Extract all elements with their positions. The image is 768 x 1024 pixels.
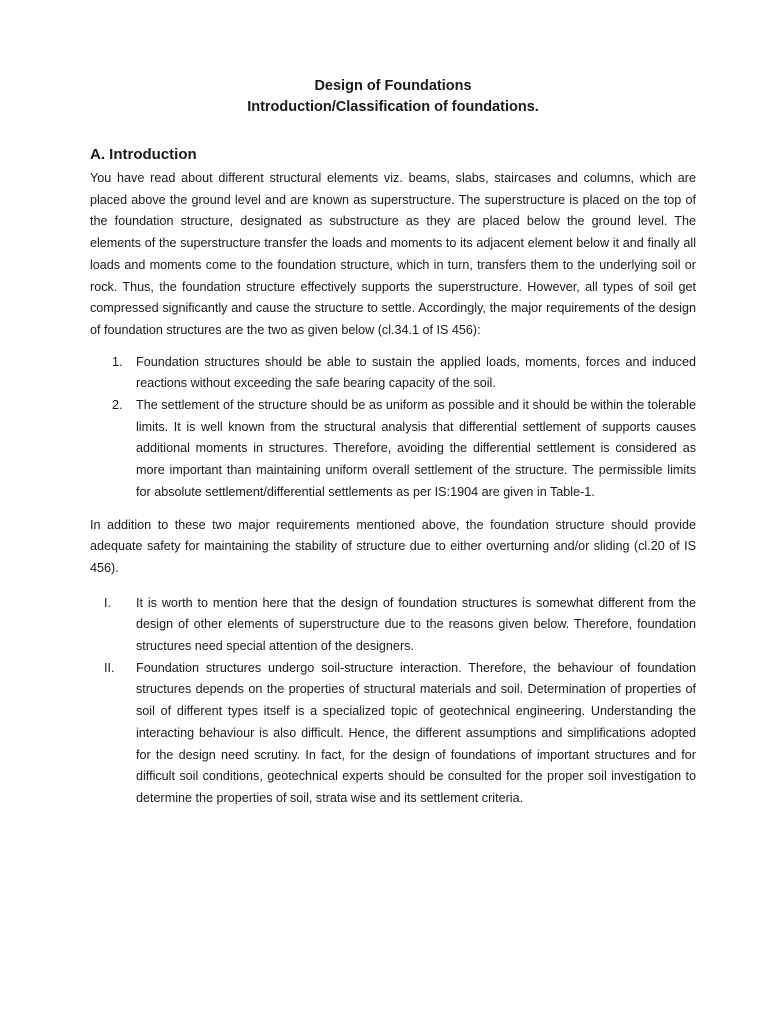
notes-list [90,593,696,810]
list-marker: 1. [112,354,123,369]
title-line-1: Design of Foundations [314,78,472,94]
list-item-text: Foundation structures undergo soil-structure interaction. Therefore, the behaviour of foundation structures depends on the properties of structural materials and soil. Determination of properties of soil of different types itself is a specialized topic of geotechnical engineering. Understanding the interacting behaviour is also difficult. Hence, the different assumptions and simplifications adopted for the design need scrutiny. In fact, for the design of foundations of important structures and for difficult soil conditions, geotechnical experts should be consulted for the proper soil investigation to determine the properties of soil, strata wise and its settlement criteria. [136,660,696,805]
requirements-list [90,352,696,504]
section-heading-introduction: A. Introduction [90,146,197,163]
list-item-text: It is worth to mention here that the design of foundation structures is somewhat different from the design of other elements of superstructure due to the reasons given below. Therefore, foundation structures need special attention of the designers. [136,595,696,654]
list-item [90,658,696,810]
stability-paragraph: In addition to these two major requirements mentioned above, the foundation structure should provide adequate safety for maintaining the stability of structure due to either overturning and/or sliding (cl.20 of IS 456). [90,517,696,575]
list-item-text: Foundation structures should be able to sustain the applied loads, moments, forces and induced reactions without exceeding the safe bearing capacity of the soil. [136,354,696,391]
intro-paragraph: You have read about different structural elements viz. beams, slabs, staircases and columns, which are placed above the ground level and are known as superstructure. The superstructure is placed on the top of the foundation structure, designated as substructure as they are placed below the ground level. The elements of the superstructure transfer the loads and moments to its adjacent element below it and finally all loads and moments come to the foundation structure, which in turn, transfers them to the underlying soil or rock. Thus, the foundation structure effectively supports the superstructure. However, all types of soil get compressed significantly and cause the structure to settle. Accordingly, the major requirements of the design of foundation structures are the two as given below (cl.34.1 of IS 456): [90,171,696,337]
list-marker: I. [104,595,111,610]
list-item [90,395,696,504]
list-item [90,352,696,395]
title-line-2: Introduction/Classification of foundations. [247,99,539,115]
list-marker: II. [104,660,115,675]
list-item [90,593,696,658]
list-item-text: The settlement of the structure should be as uniform as possible and it should be within the tolerable limits. It is well known from the structural analysis that differential settlement of supports causes additional moments in structures. Therefore, avoiding the differential settlement is considered as more important than maintaining uniform overall settlement of the structure. The permissible limits for absolute settlement/differential settlements as per IS:1904 are given in Table-1. [136,398,696,499]
document-title [90,76,696,118]
list-marker: 2. [112,398,123,413]
